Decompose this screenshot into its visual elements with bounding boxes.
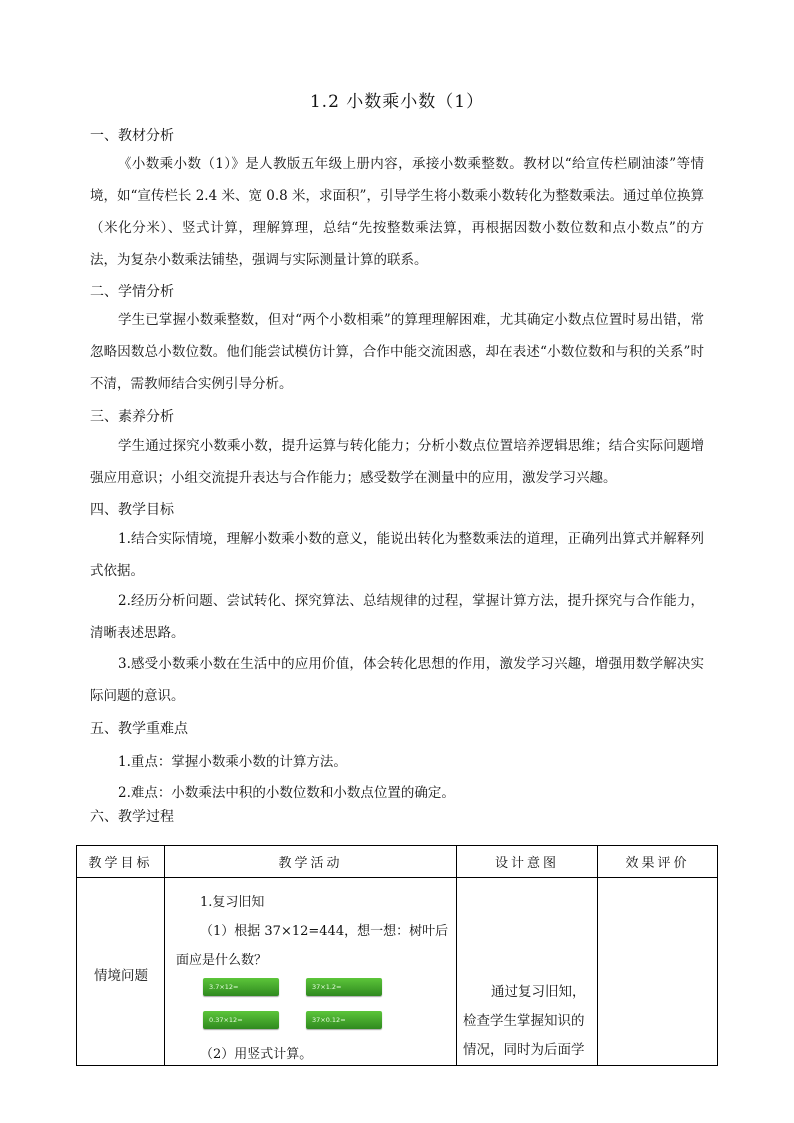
evaluation-text	[598, 878, 717, 1065]
exercise-button-4[interactable]: 37×0.12=	[306, 1011, 382, 1029]
key-point: 1.重点：掌握小数乘小数的计算方法。	[118, 754, 347, 770]
exercise-button-3[interactable]: 0.37×12=	[203, 1011, 279, 1029]
difficult-point: 2.难点：小数乘法中积的小数位数和小数点位置的确定。	[118, 785, 455, 801]
student-analysis-paragraph: 学生已掌握小数乘整数，但对“两个小数相乘”的算理理解困难，尤其确定小数点位置时易出错，常忽略因数总小数位数。他们能尝试模仿计算，合作中能交流困惑，却在表述“小数位数和与积的关系”时不清，需教师结合实例引导分析。	[90, 312, 704, 392]
evaluation-cell	[598, 878, 718, 1066]
header-activity: 教学活动	[165, 846, 457, 878]
objective-3: 3.感受小数乘小数在生活中的应用价值，体会转化思想的作用，激发学习兴趣，增强用数学解决实际问题的意识。	[90, 656, 704, 704]
header-intent: 设计意图	[457, 846, 598, 878]
section-heading-process: 六、教学过程	[90, 809, 174, 825]
page-title: 1.2 小数乘小数（1）	[309, 92, 485, 112]
section-heading-competency: 三、素养分析	[90, 409, 174, 425]
header-objective: 教学目标	[77, 846, 165, 878]
intent-cell	[457, 878, 598, 1066]
table-row	[77, 878, 718, 1066]
activity-vertical-calc: （2）用竖式计算。	[200, 1047, 313, 1062]
objective-2: 2.经历分析问题、尝试转化、探究算法、总结规律的过程，掌握计算方法，提升探究与合作能力，清晰表述思路。	[90, 593, 704, 641]
exercise-button-1[interactable]: 3.7×12=	[203, 978, 279, 996]
header-evaluation: 效果评价	[598, 846, 718, 878]
section-heading-objectives: 四、教学目标	[90, 502, 174, 518]
teaching-process-table	[76, 845, 718, 1066]
activity-cell	[165, 878, 457, 1066]
intent-line3: 情况，同时为后面学	[463, 1042, 585, 1058]
activity-question-line2: 面应是什么数？	[176, 953, 268, 968]
activity-review-heading: 1.复习旧知	[200, 895, 265, 910]
textbook-analysis-paragraph: 《小数乘小数（1）》是人教版五年级上册内容，承接小数乘整数。教材以“给宣传栏刷油漆”等情境，如“宣传栏长 2.4 米、宽 0.8 米，求面积”，引导学生将小数乘小数转化为整数乘法。通过单位换算（米化分米）、竖式计算，理解算理，总结“先按整数乘法算，再根据因数小数位数和点小数点”的方法，为复杂小数乘法铺垫，强调与实际测量计算的联系。	[90, 156, 704, 268]
exercise-button-2[interactable]: 37×1.2=	[306, 978, 382, 996]
intent-line2: 检查学生掌握知识的	[463, 1013, 585, 1029]
table-header-row	[77, 846, 718, 878]
section-heading-students: 二、学情分析	[90, 284, 174, 300]
activity-question-line1: （1）根据 37×12=444，想一想：树叶后	[200, 924, 449, 939]
objective-1: 1.结合实际情境，理解小数乘小数的意义，能说出转化为整数乘法的道理，正确列出算式并解释列式依据。	[90, 531, 704, 579]
section-heading-textbook: 一、教材分析	[90, 128, 174, 144]
stage-label: 情境问题	[94, 968, 148, 984]
intent-line1: 通过复习旧知，	[491, 984, 586, 1000]
stage-cell	[77, 878, 165, 1066]
competency-paragraph: 学生通过探究小数乘小数，提升运算与转化能力；分析小数点位置培养逻辑思维；结合实际问题增强应用意识；小组交流提升表达与合作能力；感受数学在测量中的应用，激发学习兴趣。	[90, 438, 704, 486]
section-heading-key-points: 五、教学重难点	[90, 721, 188, 737]
